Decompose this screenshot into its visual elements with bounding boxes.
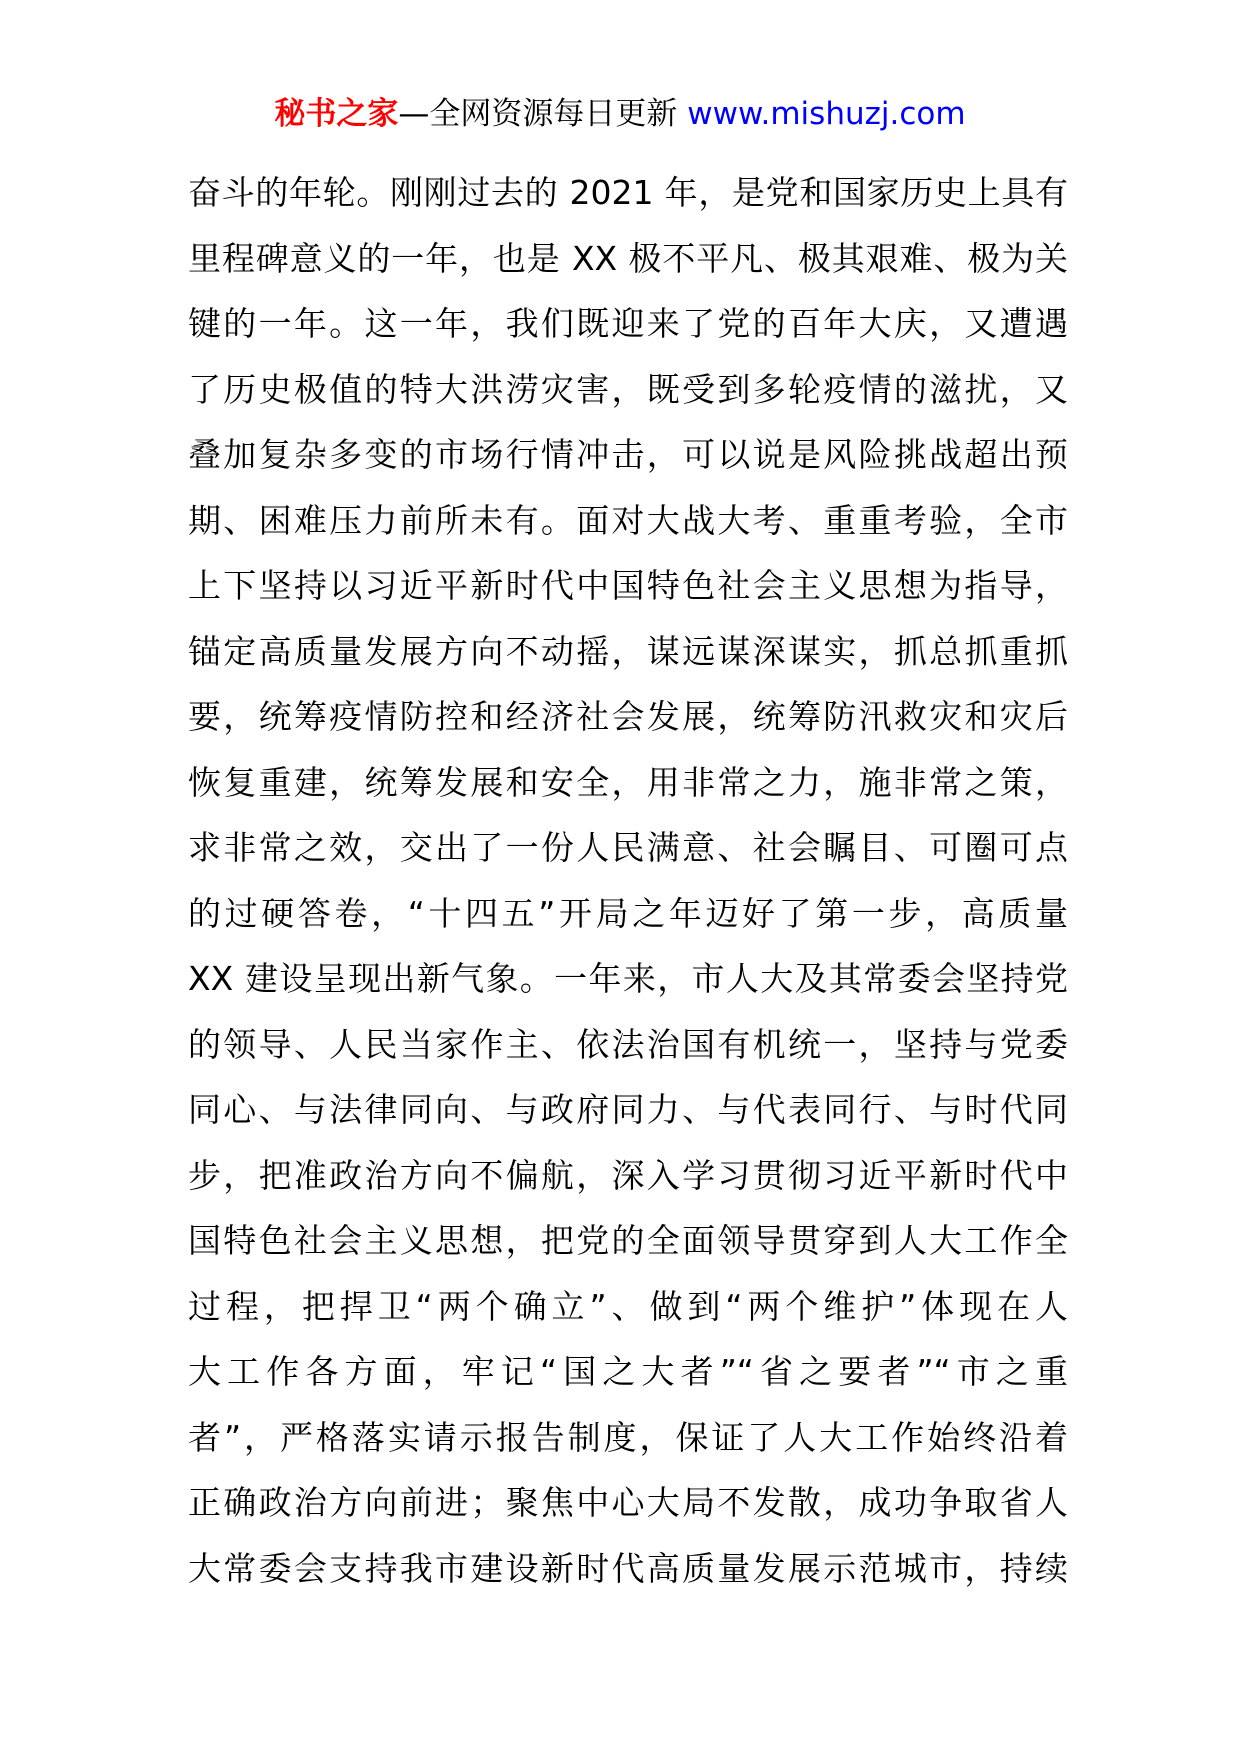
body-line: 的领导、人民当家作主、依法治国有机统一，坚持与党委 [188,1024,1068,1064]
header-url-link[interactable]: www.mishuzj.com [687,96,966,132]
header-brand: 秘书之家 [274,96,399,132]
body-line: 正确政治方向前进；聚焦中心大局不发散，成功争取省人 [188,1483,1068,1522]
body-line: 大常委会支持我市建设新时代高质量发展示范城市，持续 [188,1548,1068,1588]
body-line: 里程碑意义的一年，也是 XX 极不平凡、极其艰难、极为关 [188,238,1068,278]
header-slogan: —全网资源每日更新 [398,96,678,132]
body-line: 要，统筹疫情防控和经济社会发展，统筹防汛救灾和灾后 [188,697,1068,736]
body-line: 奋斗的年轮。刚刚过去的 2021 年，是党和国家历史上具有 [188,173,1068,212]
body-line: 过程，把捍卫“两个确立”、做到“两个维护”体现在人 [188,1286,1068,1326]
body-line: 步，把准政治方向不偏航，深入学习贯彻习近平新时代中 [188,1155,1068,1195]
body-line: 求非常之效，交出了一份人民满意、社会瞩目、可圈可点 [188,828,1068,867]
body-line: 的过硬答卷，“十四五”开局之年迈好了第一步，高质量 [188,893,1068,933]
body-line: 锚定高质量发展方向不动摇，谋远谋深谋实，抓总抓重抓 [188,631,1068,671]
body-line: XX 建设呈现出新气象。一年来，市人大及其常委会坚持党 [188,959,1068,998]
body-line: 叠加复杂多变的市场行情冲击，可以说是风险挑战超出预 [188,435,1068,474]
body-line: 上下坚持以习近平新时代中国特色社会主义思想为指导， [188,566,1068,605]
document-body [188,160,1068,1601]
body-line: 了历史极值的特大洪涝灾害，既受到多轮疫情的滋扰，又 [188,369,1068,409]
page-header [0,92,1240,136]
body-line: 键的一年。这一年，我们既迎来了党的百年大庆，又遭遇 [188,304,1068,343]
body-line: 恢复重建，统筹发展和安全，用非常之力，施非常之策， [188,762,1068,802]
body-line: 国特色社会主义思想，把党的全面领导贯穿到人大工作全 [188,1221,1068,1260]
body-line: 期、困难压力前所未有。面对大战大考、重重考验，全市 [188,500,1068,540]
body-line: 同心、与法律同向、与政府同力、与代表同行、与时代同 [188,1090,1068,1129]
body-line: 者”，严格落实请示报告制度，保证了人大工作始终沿着 [188,1417,1068,1457]
body-line: 大工作各方面，牢记“国之大者”“省之要者”“市之重 [188,1352,1068,1391]
